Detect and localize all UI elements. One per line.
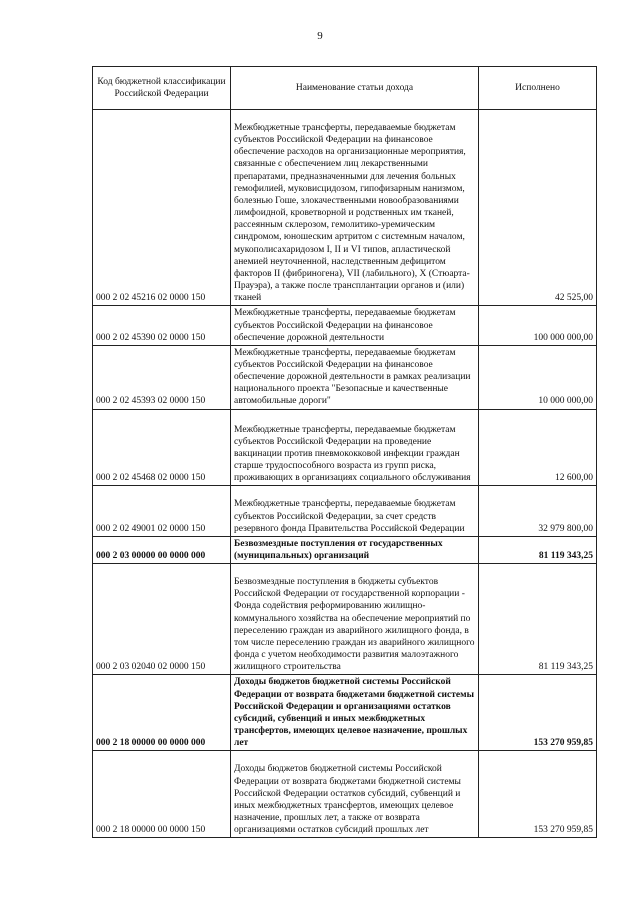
table-row: [93, 564, 597, 675]
row-code: 000 2 18 00000 00 0000 150: [93, 751, 231, 838]
table-row: [93, 306, 597, 345]
row-code: 000 2 18 00000 00 0000 000: [93, 675, 231, 751]
row-name: Межбюджетные трансферты, передаваемые бюджетам субъектов Российской Федерации на финансовое обеспечение расходов на организационные мероприятия, связанные с обеспечением лиц лекарственными препаратами, предназначенными для лечения больных гемофилией, муковисцидозом, гипофизарным нанизмом, болезнью Гоше, злокачественными новообразованиями лимфоидной, кроветворной и родственных им тканей, рассеянным склерозом, гемолитико-уремическим синдромом, юношеским артритом с системным началом, мукополисахаридозом I, II и VI типов, апластической анемией неуточненной, наследственным дефицитом факторов II (фибриногена), VII (лабильного), X (Стюарта-Прауэра), а также после трансплантации органов и (или) тканей: [231, 110, 479, 306]
row-amount: 12 600,00: [479, 409, 597, 486]
row-amount: 81 119 343,25: [479, 536, 597, 563]
row-amount: 10 000 000,00: [479, 345, 597, 409]
table-row: [93, 486, 597, 536]
table-row: [93, 110, 597, 306]
table-row-group: [93, 675, 597, 751]
header-amount: Исполнено: [479, 67, 597, 110]
header-code: Код бюджетной классификации Российской Федерации: [93, 67, 231, 110]
row-code: 000 2 02 45216 02 0000 150: [93, 110, 231, 306]
row-code: 000 2 02 45468 02 0000 150: [93, 409, 231, 486]
row-code: 000 2 02 45393 02 0000 150: [93, 345, 231, 409]
table-header-row: [93, 67, 597, 110]
row-name: Безвозмездные поступления от государственных (муниципальных) организаций: [231, 536, 479, 563]
table-row: [93, 751, 597, 838]
table-row-group: [93, 536, 597, 563]
revenue-table: [92, 66, 597, 838]
row-name: Безвозмездные поступления в бюджеты субъектов Российской Федерации от государственной корпорации - Фонда содействия реформированию жилищно-коммунального хозяйства на обеспечение мероприятий по переселению граждан из аварийного жилищного фонда, в том числе переселению граждан из аварийного жилищного фонда с учетом необходимости развития малоэтажного жилищного строительства: [231, 564, 479, 675]
row-name: Межбюджетные трансферты, передаваемые бюджетам субъектов Российской Федерации на проведение вакцинации против пневмококковой инфекции граждан старше трудоспособного возраста из групп риска, проживающих в организациях социального обслуживания: [231, 409, 479, 486]
row-amount: 42 525,00: [479, 110, 597, 306]
row-name: Доходы бюджетов бюджетной системы Российской Федерации от возврата бюджетами бюджетной системы Российской Федерации и организациями остатков субсидий, субвенций и иных межбюджетных трансфертов, имеющих целевое назначение, прошлых лет: [231, 675, 479, 751]
row-name: Межбюджетные трансферты, передаваемые бюджетам субъектов Российской Федерации, за счет средств резервного фонда Правительства Российской Федерации: [231, 486, 479, 536]
row-code: 000 2 03 02040 02 0000 150: [93, 564, 231, 675]
row-amount: 32 979 800,00: [479, 486, 597, 536]
row-amount: 153 270 959,85: [479, 751, 597, 838]
row-amount: 100 000 000,00: [479, 306, 597, 345]
table-row: [93, 345, 597, 409]
row-code: 000 2 02 45390 02 0000 150: [93, 306, 231, 345]
row-amount: 153 270 959,85: [479, 675, 597, 751]
row-code: 000 2 02 49001 02 0000 150: [93, 486, 231, 536]
row-code: 000 2 03 00000 00 0000 000: [93, 536, 231, 563]
row-name: Доходы бюджетов бюджетной системы Российской Федерации от возврата бюджетами бюджетной системы Российской Федерации остатков субсидий, субвенций и иных межбюджетных трансфертов, имеющих целевое назначение, прошлых лет, а также от возврата организациями остатков субсидий прошлых лет: [231, 751, 479, 838]
table-row: [93, 409, 597, 486]
row-amount: 81 119 343,25: [479, 564, 597, 675]
row-name: Межбюджетные трансферты, передаваемые бюджетам субъектов Российской Федерации на финансовое обеспечение дорожной деятельности в рамках реализации национального проекта "Безопасные и качественные автомобильные дороги": [231, 345, 479, 409]
page-number: 9: [317, 30, 323, 42]
row-name: Межбюджетные трансферты, передаваемые бюджетам субъектов Российской Федерации на финансовое обеспечение дорожной деятельности: [231, 306, 479, 345]
header-name: Наименование статьи дохода: [231, 67, 479, 110]
